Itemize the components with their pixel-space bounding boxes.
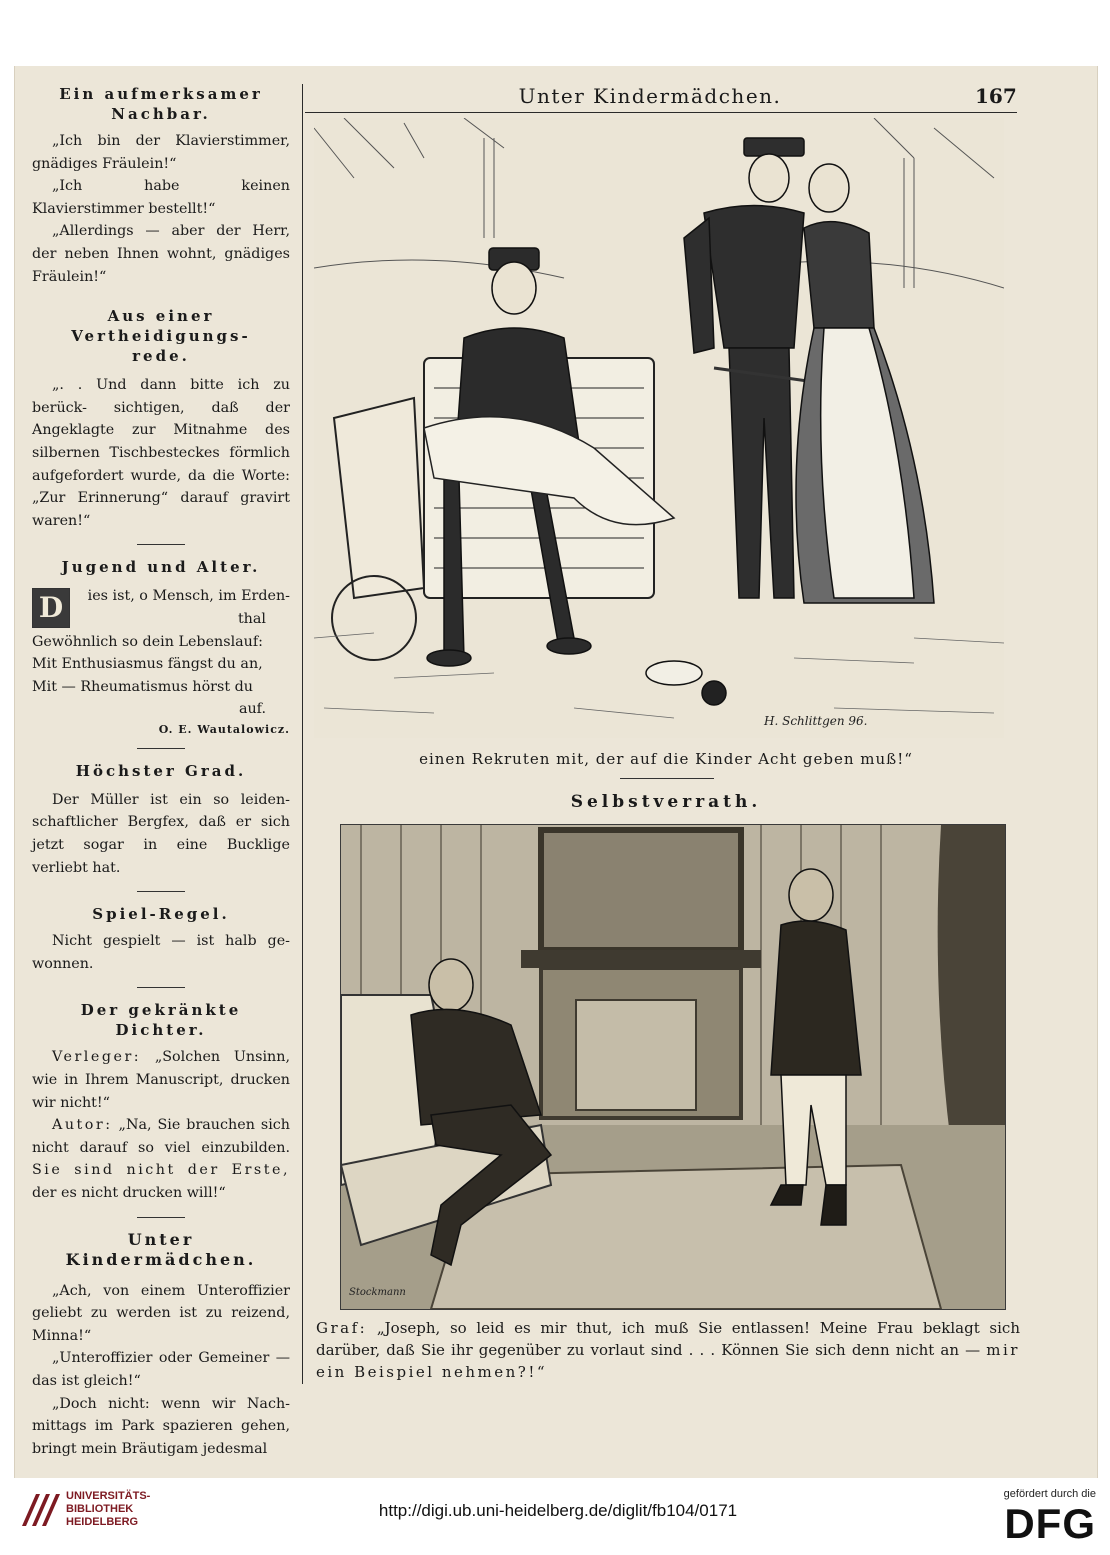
illustration-park-scene: [314, 118, 1004, 738]
artist-signature: H. Schlittgen 96.: [764, 714, 868, 728]
section-title: Selbstverrath.: [570, 792, 762, 812]
section-title: Der gekränkte Dichter.: [80, 1001, 242, 1040]
institution-name: [66, 1490, 150, 1529]
speaker-label: Verleger:: [52, 1049, 142, 1066]
poem-line: Gewöhnlich so dein Lebenslauf:: [32, 633, 263, 650]
illustration-caption: einen Rekruten mit, der auf die Kinder Acht geben muß!“: [419, 750, 913, 768]
dialogue-text: „Joseph, so leid es mir thut, ich muß Sie entlassen! Meine Frau beklagt sich darüber, daß Sie ihr gegenüber zu vorlaut sind . . . Können Sie sich denn nicht an: [316, 1319, 1020, 1359]
drop-cap: D: [32, 588, 70, 628]
section-title: Spiel-Regel.: [92, 905, 230, 924]
paragraph: „Allerdings — aber der Herr, der neben Ihnen wohnt, gnädiges Fräulein!“: [32, 223, 290, 285]
speaker-label: Graf:: [316, 1319, 368, 1337]
paragraph: Nicht gespielt — ist halb ge- wonnen.: [32, 933, 290, 972]
poem-line: ies ist, o Mensch, im Erden-: [87, 588, 290, 605]
dialogue-text: mir ein Beispiel nehmen?!“: [316, 1341, 1020, 1381]
paragraph: „Doch nicht: wenn wir Nach- mittags im Park spazieren gehen, bringt mein Bräutigam jedesmal: [32, 1395, 290, 1457]
section-title: rede.: [132, 347, 190, 366]
left-column: [32, 84, 290, 1460]
paragraph: „Ich habe keinen Klavierstimmer bestellt!“: [32, 178, 290, 217]
column-divider: [302, 84, 303, 1384]
section-title: Jugend und Alter.: [61, 558, 261, 577]
funding-text: gefördert durch die: [1003, 1488, 1096, 1500]
header-rule: [305, 112, 1017, 113]
interior-scene-drawing: [341, 825, 1005, 1309]
poem-signature: O. E. Wautalowicz.: [158, 722, 290, 736]
speaker-label: Autor:: [52, 1117, 113, 1134]
paragraph: „Ach, von einem Unteroffizier geliebt zu werden ist zu reizend, Minna!“: [32, 1282, 290, 1344]
section-title: Aus einer Vertheidigungs-: [71, 307, 251, 346]
poem-line: auf.: [238, 701, 266, 718]
section-rule: [137, 987, 185, 988]
illustration-dialog: Graf: „Joseph, so leid es mir thut, ich muß Sie entlassen! Meine Frau beklagt sich darüber, daß Sie ihr gegenüber zu vorlaut sind . . . Können Sie sich denn nicht an — mir ein Beispiel nehmen?!“: [316, 1319, 1020, 1381]
poem-line: Mit Enthusiasmus fängst du an,: [32, 656, 263, 673]
dfg-logo[interactable]: DFG: [1004, 1500, 1096, 1547]
section-title: Unter Kindermädchen.: [65, 1229, 257, 1269]
dialogue-text: der es nicht drucken will!“: [32, 1185, 226, 1201]
illustration-interior-scene: [340, 824, 1006, 1310]
section-rule: [620, 778, 714, 779]
paragraph: Der Müller ist ein so leiden- schaftlicher Bergfex, daß er sich jetzt sogar in eine Bucklige verliebt hat.: [32, 791, 290, 876]
paragraph: „Ich bin der Klavierstimmer, gnädiges Fräulein!“: [32, 133, 290, 172]
dialogue-text: Sie sind nicht der Erste,: [32, 1162, 290, 1179]
poem-line: thal: [237, 610, 266, 627]
institution-line: HEIDELBERG: [66, 1516, 139, 1528]
section-rule: [137, 748, 185, 749]
section-rule: [137, 544, 185, 545]
paragraph: „. . Und dann bitte ich zu berück- sichtigen, daß der Angeklagte zur Mitnahme des silbernen Tischbesteckes förmlich aufgefordert wurde, da die Worte: „Zur Erinnerung“ darauf gravirt waren!“: [32, 377, 290, 529]
institution-line: BIBLIOTHEK: [66, 1503, 134, 1515]
dialogue-text: „Na, Sie brauchen sich nicht darauf so viel einzubilden.: [32, 1117, 291, 1156]
park-scene-drawing: [314, 118, 1004, 738]
institution-line: UNIVERSITÄTS-: [66, 1490, 151, 1502]
university-library-logo-icon[interactable]: [16, 1486, 64, 1534]
section-title: Ein aufmerksamer Nachbar.: [59, 85, 263, 123]
running-head: Unter Kindermädchen.: [518, 84, 782, 108]
artist-signature: Stockmann: [349, 1287, 406, 1298]
poem-line: Mit — Rheumatismus hörst du: [32, 678, 254, 695]
page-url-link[interactable]: http://digi.ub.uni-heidelberg.de/diglit/fb104/0171: [378, 1501, 738, 1520]
page-number: 167: [975, 84, 1017, 108]
section-title: Höchster Grad.: [75, 761, 247, 780]
paragraph: „Unteroffizier oder Gemeiner — das ist gleich!“: [32, 1350, 290, 1389]
dialogue-text: „Solchen Unsinn, wie in Ihrem Manuscript, drucken wir nicht!“: [32, 1049, 290, 1111]
section-rule: [137, 891, 185, 892]
section-rule: [137, 1217, 185, 1218]
